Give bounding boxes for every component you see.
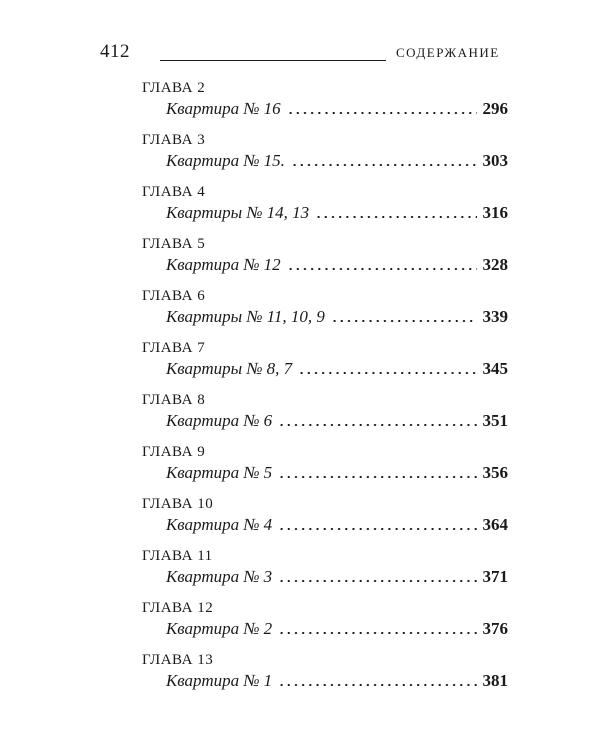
entry-title: Квартира № 5	[166, 463, 273, 482]
table-of-contents	[142, 76, 508, 700]
toc-line	[166, 462, 508, 484]
toc-entry-chapter-10[interactable]	[142, 492, 508, 544]
toc-line	[166, 514, 508, 536]
chapter-label: ГЛАВА 8	[142, 392, 206, 408]
chapter-label: ГЛАВА 4	[142, 184, 206, 200]
chapter-label: ГЛАВА 2	[142, 80, 206, 96]
chapter-label: ГЛАВА 5	[142, 236, 206, 252]
toc-line	[166, 358, 508, 380]
entry-title: Квартира № 15.	[166, 151, 285, 170]
toc-line	[166, 150, 508, 172]
dot-leader	[291, 163, 477, 167]
entry-page-number: 371	[482, 567, 508, 586]
dot-leader	[278, 527, 476, 531]
dot-leader	[278, 423, 476, 427]
entry-page-number: 296	[482, 99, 508, 118]
entry-title: Квартиры № 11, 10, 9	[166, 307, 325, 326]
toc-entry-chapter-7[interactable]	[142, 336, 508, 388]
chapter-label: ГЛАВА 11	[142, 548, 213, 564]
chapter-label: ГЛАВА 7	[142, 340, 206, 356]
toc-entry-chapter-6[interactable]	[142, 284, 508, 336]
toc-line	[166, 254, 508, 276]
header-rule	[160, 60, 386, 61]
toc-entry-chapter-13[interactable]	[142, 648, 508, 700]
toc-line	[166, 566, 508, 588]
dot-leader	[278, 579, 476, 583]
entry-title: Квартира № 2	[166, 619, 273, 638]
chapter-label: ГЛАВА 12	[142, 600, 214, 616]
chapter-label: ГЛАВА 13	[142, 652, 214, 668]
entry-page-number: 339	[482, 307, 508, 326]
entry-title: Квартира № 6	[166, 411, 273, 430]
dot-leader	[298, 371, 476, 375]
dot-leader	[331, 319, 477, 323]
entry-title: Квартира № 16	[166, 99, 281, 118]
toc-line	[166, 618, 508, 640]
running-head: СОДЕРЖАНИЕ	[396, 45, 500, 60]
entry-title: Квартира № 12	[166, 255, 281, 274]
dot-leader	[315, 215, 476, 219]
entry-page-number: 316	[482, 203, 508, 222]
entry-title: Квартиры № 14, 13	[166, 203, 310, 222]
toc-entry-chapter-5[interactable]	[142, 232, 508, 284]
dot-leader	[278, 683, 476, 687]
entry-page-number: 345	[482, 359, 508, 378]
entry-page-number: 381	[482, 671, 508, 690]
toc-line	[166, 98, 508, 120]
entry-page-number: 364	[482, 515, 508, 534]
entry-title: Квартиры № 8, 7	[166, 359, 293, 378]
entry-title: Квартира № 4	[166, 515, 273, 534]
toc-entry-chapter-11[interactable]	[142, 544, 508, 596]
chapter-label: ГЛАВА 10	[142, 496, 214, 512]
toc-entry-chapter-4[interactable]	[142, 180, 508, 232]
toc-entry-chapter-8[interactable]	[142, 388, 508, 440]
chapter-label: ГЛАВА 3	[142, 132, 206, 148]
entry-title: Квартира № 3	[166, 567, 273, 586]
entry-page-number: 356	[482, 463, 508, 482]
toc-line	[166, 670, 508, 692]
toc-entry-chapter-12[interactable]	[142, 596, 508, 648]
toc-line	[166, 410, 508, 432]
toc-entry-chapter-3[interactable]	[142, 128, 508, 180]
dot-leader	[287, 111, 477, 115]
entry-page-number: 351	[482, 411, 508, 430]
dot-leader	[278, 475, 476, 479]
toc-entry-chapter-9[interactable]	[142, 440, 508, 492]
page-number: 412	[100, 41, 130, 62]
dot-leader	[287, 267, 477, 271]
chapter-label: ГЛАВА 9	[142, 444, 206, 460]
entry-title: Квартира № 1	[166, 671, 273, 690]
dot-leader	[278, 631, 476, 635]
entry-page-number: 303	[482, 151, 508, 170]
toc-line	[166, 202, 508, 224]
toc-line	[166, 306, 508, 328]
entry-page-number: 328	[482, 255, 508, 274]
chapter-label: ГЛАВА 6	[142, 288, 206, 304]
entry-page-number: 376	[482, 619, 508, 638]
toc-entry-chapter-2[interactable]	[142, 76, 508, 128]
